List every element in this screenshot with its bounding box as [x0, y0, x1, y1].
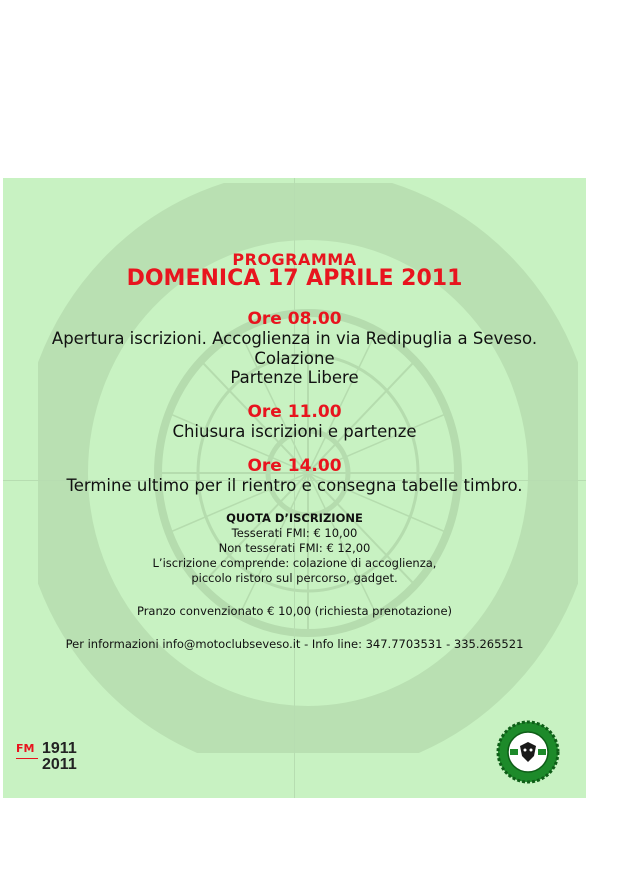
- quota-comprende-line1: L’iscrizione comprende: colazione di accoglienza,: [152, 556, 437, 570]
- slot2-line1: Chiusura iscrizioni e partenze: [172, 422, 417, 441]
- event-date: DOMENICA 17 APRILE 2011: [126, 266, 463, 291]
- programma-heading: PROGRAMMA: [232, 250, 357, 269]
- logo-year-start: 1911: [42, 740, 77, 757]
- slot1-line1: Apertura iscrizioni. Accoglienza in via Redipuglia a Seveso.: [51, 329, 538, 348]
- fmi-mark: FM: [16, 742, 35, 755]
- flyer: [3, 178, 586, 798]
- slot3-line1: Termine ultimo per il rientro e consegna tabelle timbro.: [66, 476, 523, 495]
- logo-year-end: 2011: [42, 756, 77, 773]
- program-content: [3, 178, 586, 798]
- fmi-centenary-logo: [16, 742, 106, 774]
- slot3-time: Ore 14.00: [247, 456, 342, 476]
- contact-info: Per informazioni info@motoclubseveso.it - Info line: 347.7703531 - 335.265521: [65, 637, 524, 651]
- slot1-line3: Partenze Libere: [230, 368, 359, 387]
- quota-title: QUOTA D’ISCRIZIONE: [226, 511, 363, 525]
- quota-non-tesserati: Non tesserati FMI: € 12,00: [218, 541, 371, 555]
- quota-tesserati: Tesserati FMI: € 10,00: [231, 526, 358, 540]
- fmi-mark-underline: [16, 758, 38, 759]
- slot2-time: Ore 11.00: [247, 402, 342, 422]
- pranzo-note: Pranzo convenzionato € 10,00 (richiesta prenotazione): [136, 604, 453, 618]
- moto-club-seal-icon: [496, 720, 560, 784]
- quota-comprende-line2: piccolo ristoro sul percorso, gadget.: [191, 571, 398, 585]
- slot1-line2: Colazione: [254, 349, 335, 368]
- slot1-time: Ore 08.00: [247, 309, 342, 329]
